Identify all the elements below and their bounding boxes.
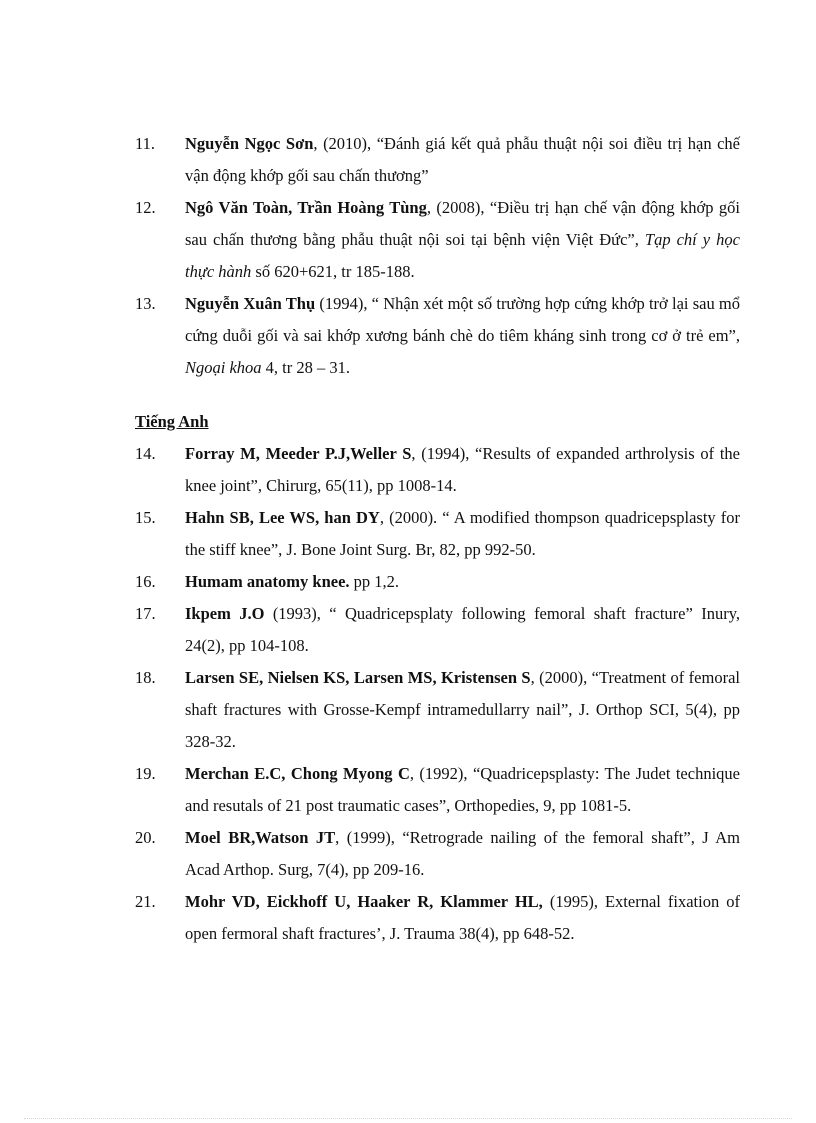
reference-details: , (2000). “ A modified thompson quadricepsplasty for the stiff knee”, J. Bone Joint Surg. Br, 82, pp 992-50. — [185, 508, 740, 559]
reference-authors: Hahn SB, Lee WS, han DY — [185, 508, 380, 527]
reference-authors: Larsen SE, Nielsen KS, Larsen MS, Kristensen S — [185, 668, 531, 687]
reference-text — [185, 502, 740, 566]
reference-authors: Moel BR,Watson JT — [185, 828, 336, 847]
reference-pages: 4, tr 28 – 31. — [261, 358, 351, 377]
reference-authors: Merchan E.C, Chong Myong C — [185, 764, 410, 783]
reference-text — [185, 128, 740, 192]
reference-details: , (2000), “Treatment of femoral shaft fractures with Grosse-Kempf intramedullarry nail”, J. Orthop SCI, 5(4), pp 328-32. — [185, 668, 740, 751]
reference-authors: Mohr VD, Eickhoff U, Haaker R, Klammer HL, — [185, 892, 543, 911]
reference-item — [135, 886, 740, 950]
reference-details: pp 1,2. — [349, 572, 400, 591]
reference-item — [135, 502, 740, 566]
reference-text — [185, 288, 740, 384]
reference-item — [135, 128, 740, 192]
reference-authors: Ngô Văn Toàn, Trần Hoàng Tùng — [185, 198, 427, 217]
reference-pages: số 620+621, tr 185-188. — [251, 262, 415, 281]
page-bottom-divider — [24, 1118, 792, 1119]
reference-number: 12. — [135, 198, 156, 217]
reference-authors: Nguyễn Xuân Thụ — [185, 294, 316, 313]
reference-journal: Tạp chí y học thực hành — [185, 230, 740, 281]
reference-text — [185, 662, 740, 758]
reference-number: 11. — [135, 134, 156, 153]
reference-text — [185, 598, 740, 662]
reference-item — [135, 758, 740, 822]
reference-details: , (1994), “Results of expanded arthrolysis of the knee joint”, Chirurg, 65(11), pp 1008-14. — [185, 444, 740, 495]
reference-item — [135, 288, 740, 384]
reference-details: , (1999), “Retrograde nailing of the femoral shaft”, J Am Acad Arthop. Surg, 7(4), pp 209-16. — [185, 828, 741, 879]
reference-text — [185, 566, 740, 598]
reference-number: 20. — [135, 828, 156, 847]
reference-text — [185, 192, 740, 288]
reference-number: 21. — [135, 892, 156, 911]
reference-authors: Forray M, Meeder P.J,Weller S — [185, 444, 412, 463]
reference-authors: Humam anatomy knee. — [185, 572, 350, 591]
reference-text — [185, 822, 740, 886]
reference-number: 18. — [135, 668, 156, 687]
reference-details: (1993), “ Quadricepsplaty following femoral shaft fracture” Inury, 24(2), pp 104-108. — [185, 604, 740, 655]
reference-details: (1995), External fixation of open fermoral shaft fractures’, J. Trauma 38(4), pp 648-52. — [185, 892, 740, 943]
reference-item — [135, 598, 740, 662]
reference-details: (1994), “ Nhận xét một số trường hợp cứng khớp trở lại sau mổ cứng duỗi gối và sai khớp xương bánh chè do tiêm kháng sinh trong cơ ở trẻ em”, — [185, 294, 741, 345]
reference-item — [135, 566, 740, 598]
reference-journal: Ngoại khoa — [185, 358, 262, 377]
reference-details: , (1992), “Quadricepsplasty: The Judet technique and resutals of 21 post traumatic cases”, Orthopedies, 9, pp 1081-5. — [185, 764, 740, 815]
reference-number: 16. — [135, 572, 156, 591]
section-heading-english: Tiếng Anh — [135, 412, 209, 431]
reference-item — [135, 192, 740, 288]
reference-item — [135, 662, 740, 758]
reference-text — [185, 758, 740, 822]
reference-number: 13. — [135, 294, 156, 313]
reference-text — [185, 438, 740, 502]
reference-authors: Nguyễn Ngọc Sơn — [185, 134, 314, 153]
reference-number: 14. — [135, 444, 156, 463]
reference-item — [135, 822, 740, 886]
reference-number: 17. — [135, 604, 156, 623]
reference-list — [135, 128, 740, 950]
reference-item — [135, 438, 740, 502]
reference-text — [185, 886, 740, 950]
reference-authors: Ikpem J.O — [185, 604, 265, 623]
reference-number: 15. — [135, 508, 156, 527]
reference-details: , (2010), “Đánh giá kết quả phẫu thuật nội soi điều trị hạn chế vận động khớp gối sau chấn thương” — [185, 134, 741, 185]
reference-number: 19. — [135, 764, 156, 783]
reference-details: , (2008), “Điều trị hạn chế vận động khớp gối sau chấn thương bằng phẫu thuật nội soi tại bệnh viện Việt Đức”, — [185, 198, 740, 249]
